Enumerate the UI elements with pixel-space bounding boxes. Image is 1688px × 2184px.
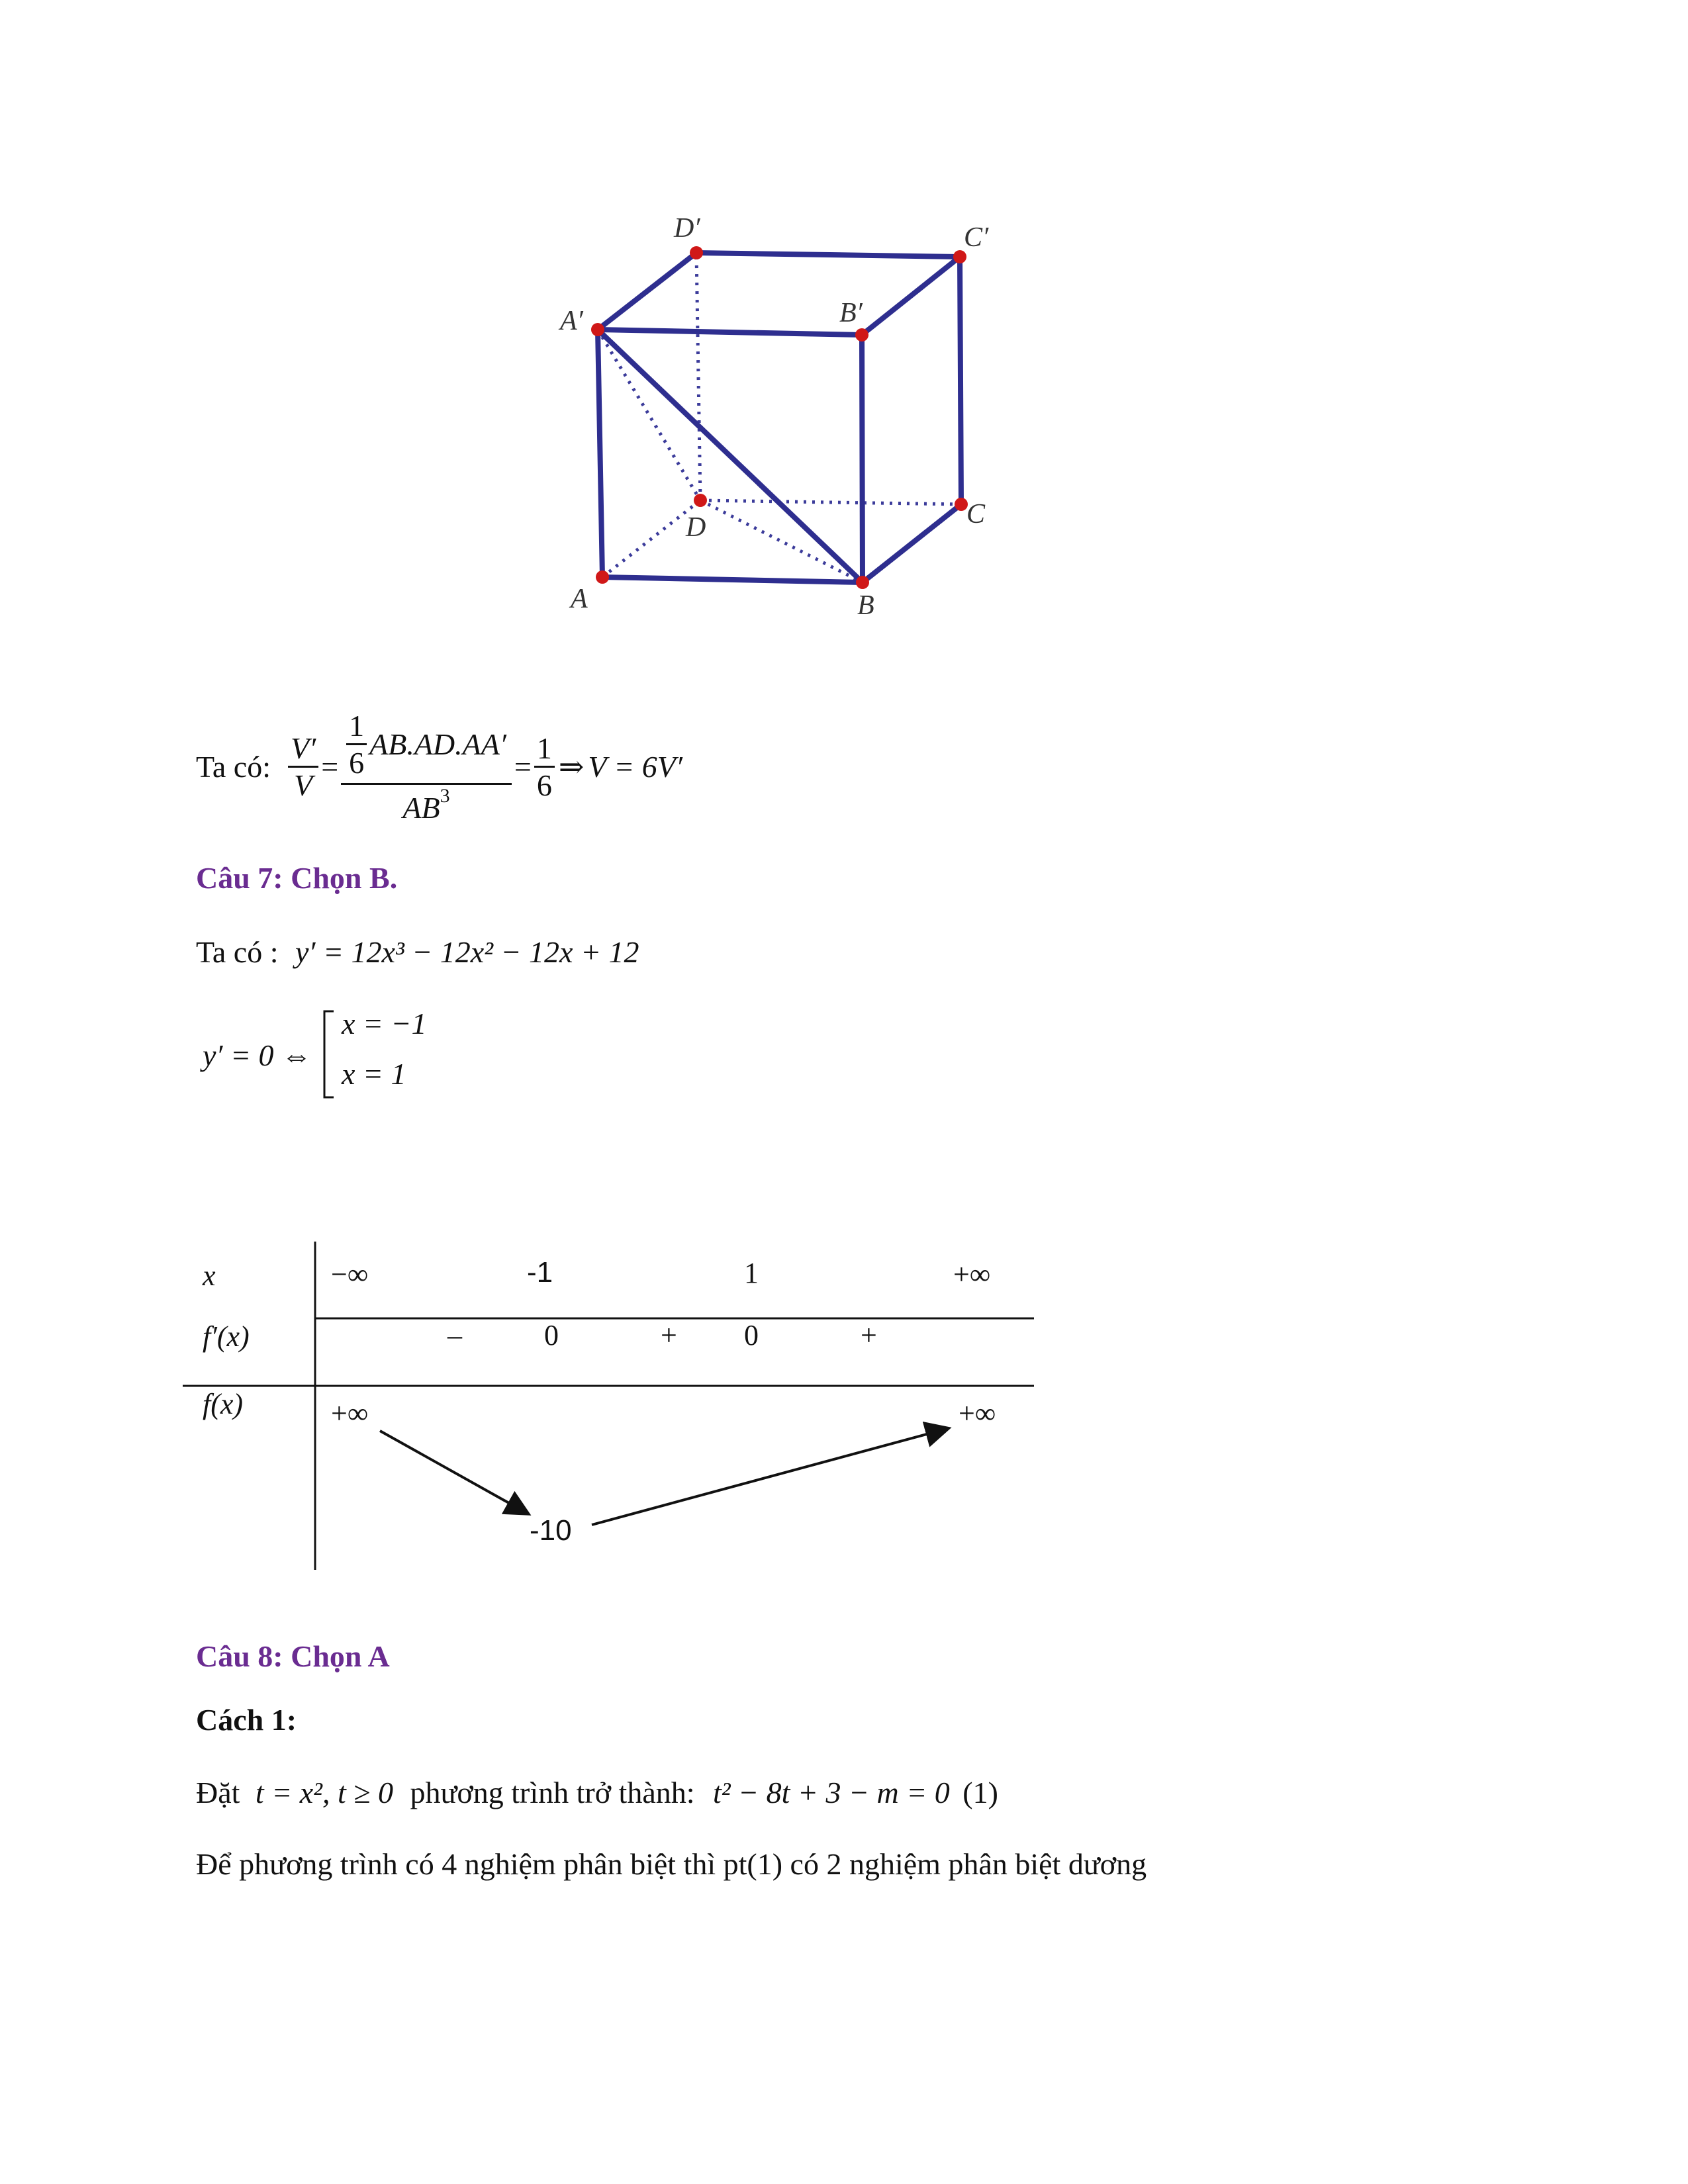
x-pos-inf: +∞: [953, 1258, 991, 1291]
edge-A1-B: [598, 330, 863, 582]
row-label-f: f(x): [203, 1388, 244, 1420]
label-B1: B′: [839, 298, 863, 328]
derivative-prefix: Ta có :: [196, 935, 279, 969]
question-8-heading: Câu 8: Chọn A: [196, 1639, 390, 1673]
edge-D-D1: [696, 253, 700, 500]
cube-figure: [0, 0, 1688, 662]
row-label-x: x: [203, 1259, 216, 1292]
f-left-limit: +∞: [331, 1397, 369, 1430]
x-neg-inf: −∞: [331, 1258, 369, 1291]
vertex-C: [955, 498, 968, 511]
edge-D-B: [700, 500, 863, 582]
vertex-A: [596, 570, 609, 584]
derivative-expression: y′ = 12x³ − 12x² − 12x + 12: [295, 935, 639, 969]
label-D1: D′: [674, 213, 700, 244]
decreasing-arrow: [380, 1431, 524, 1512]
lhs-denominator: V: [294, 768, 313, 802]
volume-ratio-equation: Ta có: $\frac{V'}{V}$ = $\frac{1}{6}$ AB.AD.AA′ $AB^3$ = $\frac{1}{6}$ ⇒ V = 6V′: [196, 708, 682, 825]
row-label-fprime: f′(x): [203, 1320, 250, 1353]
fprime-sign-3: +: [861, 1319, 877, 1351]
edge-A-A1: [598, 330, 602, 577]
label-D: D: [686, 512, 706, 543]
label-C1: C′: [964, 222, 989, 253]
edge-A-B: [602, 577, 863, 582]
label-A: A: [571, 584, 588, 614]
label-C: C: [966, 499, 986, 529]
edge-C1-D1: [696, 253, 960, 257]
method-1-heading: Cách 1:: [196, 1703, 297, 1737]
edge-D-C: [700, 500, 961, 504]
f-minimum: -10: [530, 1514, 572, 1547]
vertex-B: [856, 576, 869, 589]
fprime-sign-1: –: [447, 1319, 462, 1351]
vertex-D: [694, 494, 707, 507]
substitution-math: t = x², t ≥ 0: [255, 1776, 393, 1809]
edge-C-C1: [960, 257, 961, 504]
derivative-equation: [196, 934, 639, 970]
fprime-zero-2: 0: [744, 1319, 759, 1351]
ab-cubed: $AB^3$: [402, 784, 450, 825]
edge-B-C: [863, 504, 961, 582]
increasing-arrow: [592, 1430, 944, 1525]
x-minus-one: -1: [527, 1256, 553, 1289]
edge-D1-A1: [598, 253, 696, 330]
vertex-D1: [690, 246, 703, 259]
x-one: 1: [744, 1257, 759, 1289]
quadratic-equation: t² − 8t + 3 − m = 0: [713, 1776, 950, 1809]
one-sixth: $\frac{1}{6}$: [346, 708, 367, 780]
big-fraction: [341, 708, 512, 825]
f-right-limit: +∞: [959, 1397, 996, 1430]
edge-A1-B1: [598, 330, 862, 335]
critical-case-1: x = −1: [342, 1007, 427, 1040]
critical-case-2: x = 1: [342, 1057, 406, 1091]
lhs-fraction: [288, 731, 318, 803]
substitution-line: Đặt t = x², t ≥ 0 phương trình trở thành: t² − 8t + 3 − m = 0 (1): [196, 1776, 998, 1809]
fprime-zero-1: 0: [544, 1319, 559, 1351]
edge-B-B1: [862, 335, 863, 582]
equation-prefix: Ta có:: [196, 749, 271, 784]
volume-product: AB.AD.AA′: [369, 727, 506, 761]
lhs-numerator: V′: [291, 731, 316, 765]
vertex-B1: [855, 328, 868, 341]
vertex-A1: [591, 323, 604, 336]
edge-B1-C1: [862, 257, 960, 335]
question-7-heading: Câu 7: Chọn B.: [196, 861, 398, 895]
rhs-fraction: $\frac{1}{6}$: [534, 731, 555, 803]
label-B: B: [857, 590, 874, 621]
case-bracket: [320, 1009, 336, 1101]
critical-lhs: y′ = 0 ⇔: [203, 1038, 312, 1072]
condition-line: Để phương trình có 4 nghiệm phân biệt thì pt(1) có 2 nghiệm phân biệt dương: [196, 1847, 1147, 1881]
fprime-sign-2: +: [661, 1319, 677, 1351]
label-A1: A′: [560, 306, 583, 336]
volume-result: V = 6V′: [588, 749, 682, 784]
